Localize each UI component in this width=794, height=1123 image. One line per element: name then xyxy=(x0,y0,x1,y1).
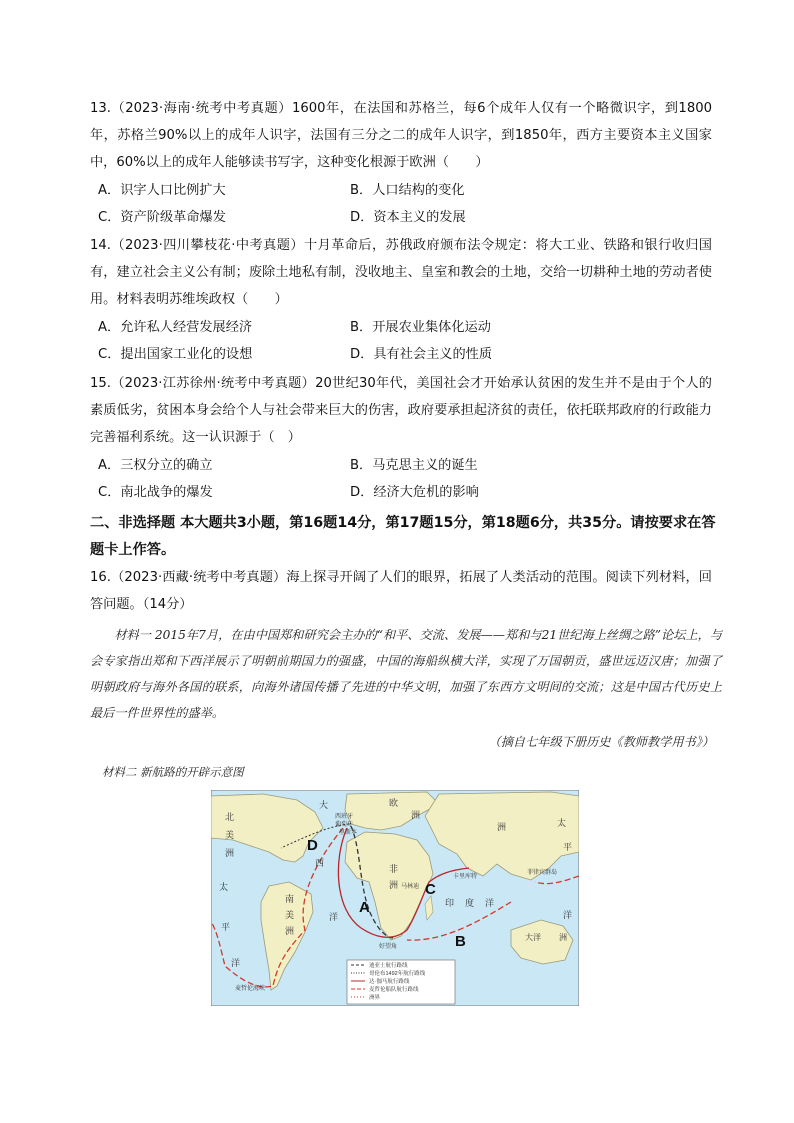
question-14-stem: 14.（2023·四川攀枝花·中考真题）十月革命后，苏俄政府颁布法令规定：将大工业、铁路和银行收归国有，建立社会主义公有制；废除土地私有制，没收地主、皇室和教会的土地，交给一切耕种土地的劳动者使用。材料表明苏维埃政权（ ） xyxy=(90,238,712,307)
q13-option-d[interactable]: D．资本主义的发展 xyxy=(350,210,466,225)
q14-option-c[interactable]: C．提出国家工业化的设想 xyxy=(98,347,253,362)
question-13-options xyxy=(98,177,698,231)
label-pacific-east-1: 太 xyxy=(557,818,567,828)
label-europe-2: 洲 xyxy=(411,810,421,820)
q13-option-a[interactable]: A．识字人口比例扩大 xyxy=(98,183,226,198)
label-north-america-1: 北 xyxy=(225,812,235,822)
label-pacific-west-3: 洋 xyxy=(231,958,241,968)
q15-option-b[interactable]: B．马克思主义的诞生 xyxy=(350,458,478,473)
label-europe-1: 欧 xyxy=(389,798,399,808)
label-oceania-1: 大洋 xyxy=(525,933,541,942)
label-asia: 洲 xyxy=(497,822,507,832)
label-calicut: 卡里库特 xyxy=(453,874,478,880)
legend-magellan-text: 麦哲伦船队航行路线 xyxy=(369,987,419,993)
label-north-america-2: 美 xyxy=(225,830,235,840)
label-north-america-3: 洲 xyxy=(225,848,235,858)
label-atlantic-3: 洋 xyxy=(329,912,339,922)
label-cape: 好望角 xyxy=(379,944,398,950)
question-14-options xyxy=(98,314,698,368)
label-atlantic-1: 大 xyxy=(319,800,329,810)
route-label-c: C xyxy=(425,881,436,898)
label-magellan-strait: 麦哲伦海峡 xyxy=(235,986,266,992)
question-15-options xyxy=(98,452,698,506)
australia-land xyxy=(511,920,573,964)
map-svg xyxy=(211,790,579,1006)
route-label-b: B xyxy=(455,933,466,950)
label-africa-2: 洲 xyxy=(389,880,399,890)
label-philippines: 菲律宾群岛 xyxy=(527,870,558,876)
question-13-stem: 13.（2023·海南·统考中考真题）1600年，在法国和苏格兰，每6个成年人仅有一个略微识字，到1800年，苏格兰90%以上的成年人识字，法国有三分之二的成年人识字，到1850年，西方主要资本主义国家中，60%以上的成年人能够读书写字，这种变化根源于欧洲（ ） xyxy=(90,101,712,170)
q15-option-c[interactable]: C．南北战争的爆发 xyxy=(98,485,213,500)
material-1-source: （摘自七年级下册历史《教师教学用书》） xyxy=(488,735,714,749)
label-portugal: 葡萄牙 xyxy=(335,822,354,828)
label-oceania-2: 洲 xyxy=(559,933,567,942)
q15-option-a[interactable]: A．三权分立的确立 xyxy=(98,458,213,473)
material-1-text: 材料一 2015年7月，在由中国郑和研究会主办的“和平、交流、发展——郑和与21世纪海上丝绸之路”论坛上，与会专家指出郑和下西洋展示了明朝前期国力的强盛，中国的海船纵横大洋，实现了万国朝贡，盛世远迈汉唐；加强了明朝政府与海外各国的联系，向海外诸国传播了先进的中华文明，加强了东西方文明间的交流；这是中国古代历史上最后一件世界性的盛举。 xyxy=(90,628,722,720)
label-indian-2: 度 xyxy=(465,898,475,908)
label-pacific-east-3: 洋 xyxy=(563,910,573,920)
route-label-a: A xyxy=(359,899,370,916)
label-south-america-2: 美 xyxy=(285,910,295,920)
label-pacific-west-2: 平 xyxy=(221,922,231,932)
q13-option-b[interactable]: B．人口结构的变化 xyxy=(350,183,465,198)
q14-option-b[interactable]: B．开展农业集体化运动 xyxy=(350,320,491,335)
label-pacific-west-1: 太 xyxy=(219,882,229,892)
label-indian-1: 印 xyxy=(445,898,455,908)
label-indian-3: 洋 xyxy=(485,898,495,908)
label-spain: 西班牙 xyxy=(335,814,354,820)
q13-option-c[interactable]: C．资产阶级革命爆发 xyxy=(98,210,226,225)
q14-option-a[interactable]: A．允许私人经营发展经济 xyxy=(98,320,253,335)
question-15-stem: 15.（2023·江苏徐州·统考中考真题）20世纪30年代，美国社会才开始承认贫困的发生并不是由于个人的素质低劣，贫困本身会给个人与社会带来巨大的伤害，政府要承担起济贫的责任，依托联邦政府的行政能力完善福利系统。这一认识源于（ ） xyxy=(90,376,712,445)
legend-dias-text: 迪亚士航行路线 xyxy=(369,963,408,969)
legend-columbus-text: 哥伦布1492年航行路线 xyxy=(369,971,426,977)
legend-da-gama-text: 达·伽马航行路线 xyxy=(369,979,410,985)
label-pacific-east-2: 平 xyxy=(563,842,573,852)
label-lisbon: 里斯本 xyxy=(339,830,358,836)
material-2-caption: 材料二 新航路的开辟示意图 xyxy=(102,765,244,779)
new-sea-routes-map xyxy=(211,790,579,1006)
route-label-d: D xyxy=(307,837,318,854)
label-malindi: 马林迪 xyxy=(401,884,420,890)
label-atlantic-2: 西 xyxy=(315,858,325,868)
section-2-heading: 二、非选择题 本大题共3小题，第16题14分，第17题15分，第18题6分，共35分。请按要求在答题卡上作答。 xyxy=(90,515,716,558)
label-south-america-1: 南 xyxy=(285,894,295,904)
label-south-america-3: 洲 xyxy=(285,926,295,936)
label-africa-1: 非 xyxy=(389,864,399,874)
q14-option-d[interactable]: D．具有社会主义的性质 xyxy=(350,347,493,362)
question-16-stem: 16.（2023·西藏·统考中考真题）海上探寻开阔了人们的眼界，拓展了人类活动的范围。阅读下列材料，回答问题。（14分） xyxy=(90,570,712,612)
q15-option-d[interactable]: D．经济大危机的影响 xyxy=(350,485,479,500)
legend-boundary-text: 洲界 xyxy=(369,995,381,1001)
